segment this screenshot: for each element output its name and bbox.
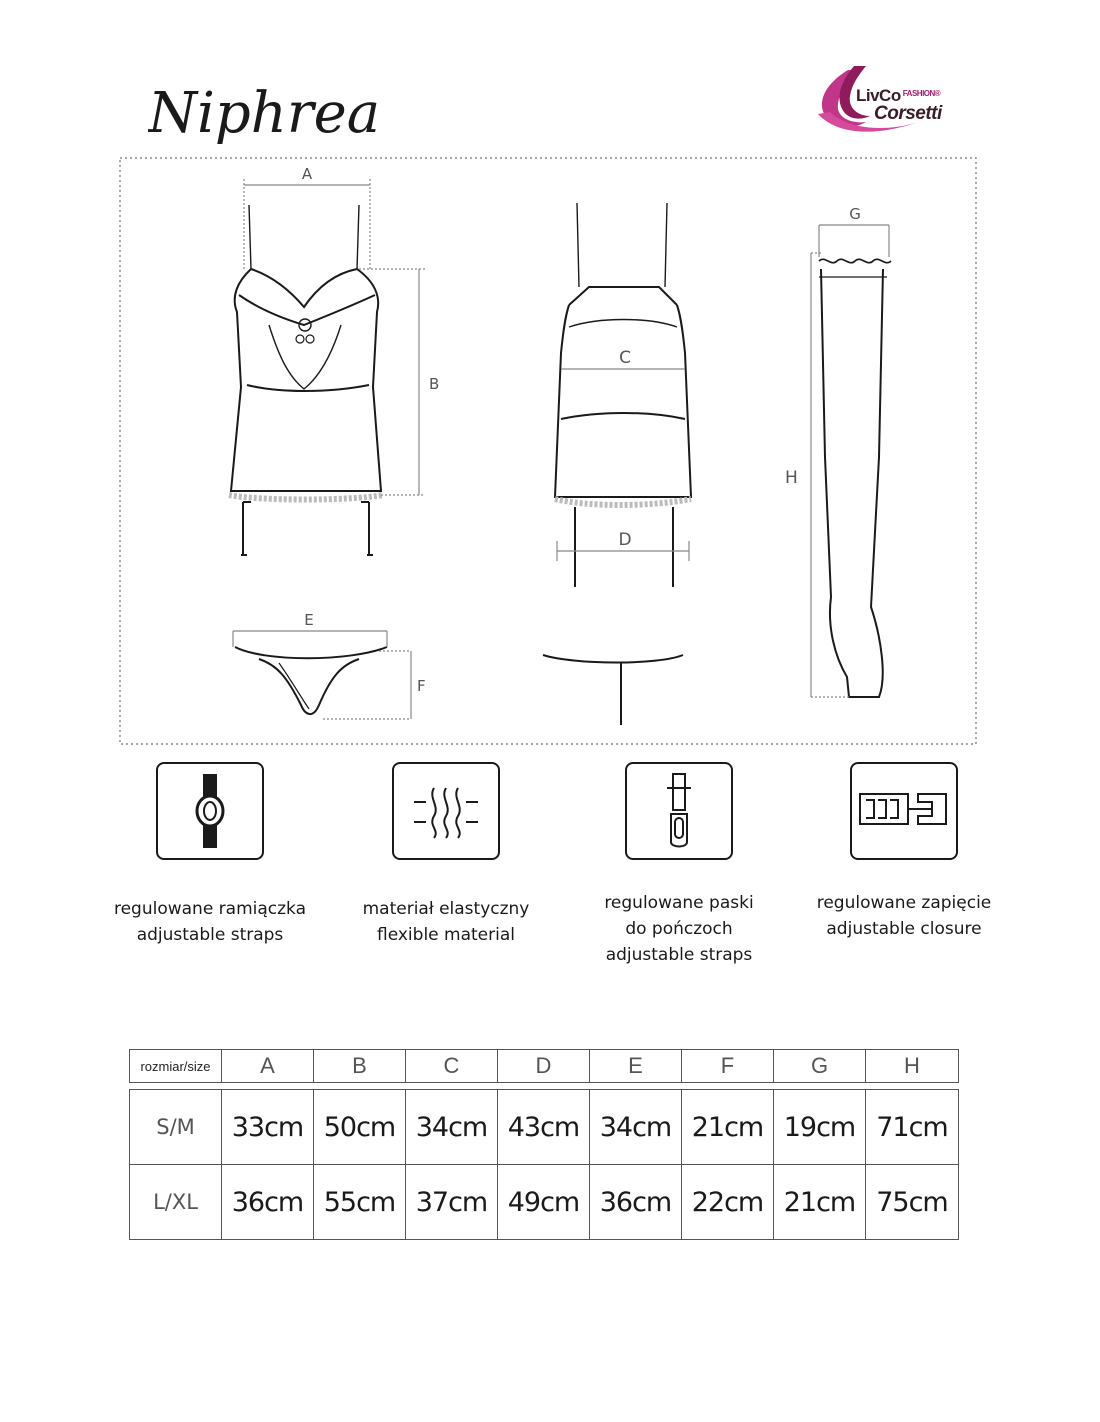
feature-caption-line3: adjustable straps	[605, 945, 753, 965]
feature-caption-line1: regulowane paski	[604, 893, 754, 913]
thong-front-drawing	[235, 647, 387, 714]
table-row	[130, 1090, 959, 1165]
dimension-b	[359, 269, 425, 495]
dimension-label-d: D	[618, 530, 632, 550]
chemise-front-drawing	[229, 205, 383, 555]
garment-diagram	[119, 157, 977, 745]
table-cell: 34cm	[590, 1090, 682, 1165]
product-title-text: Niphrea	[148, 81, 381, 146]
header-c: C	[406, 1050, 498, 1083]
table-row	[130, 1165, 959, 1240]
table-cell: 37cm	[406, 1165, 498, 1240]
stocking-drawing	[819, 259, 891, 697]
table-cell: 36cm	[222, 1165, 314, 1240]
header-f: F	[682, 1050, 774, 1083]
feature-caption-line1: materiał elastyczny	[362, 899, 530, 919]
dimension-label-h: H	[785, 468, 798, 488]
table-cell: 19cm	[774, 1090, 866, 1165]
strap-adjuster-icon	[156, 762, 264, 860]
brand-name-line2: Corsetti	[874, 103, 942, 124]
table-cell: 50cm	[314, 1090, 406, 1165]
header-size: rozmiar/size	[130, 1050, 222, 1083]
feature-caption-line1: regulowane zapięcie	[816, 893, 992, 913]
hook-closure-icon	[850, 762, 958, 860]
header-g: G	[774, 1050, 866, 1083]
feature-adjustable-straps	[90, 762, 330, 948]
dimension-label-e: E	[304, 611, 314, 629]
brand-fashion: FASHION®	[902, 89, 941, 98]
header-b: B	[314, 1050, 406, 1083]
header-e: E	[590, 1050, 682, 1083]
feature-caption-line1: regulowane ramiączka	[113, 899, 307, 919]
header-a: A	[222, 1050, 314, 1083]
table-cell: 21cm	[682, 1090, 774, 1165]
dimension-e	[233, 631, 387, 647]
feature-flexible-material	[326, 762, 566, 948]
dimension-label-a: A	[301, 165, 313, 183]
table-cell: 33cm	[222, 1090, 314, 1165]
row-size-label: L/XL	[130, 1165, 222, 1240]
dimension-a	[244, 179, 370, 269]
dimension-label-g: G	[849, 205, 861, 223]
header-d: D	[498, 1050, 590, 1083]
dimension-label-f: F	[417, 677, 426, 695]
table-cell: 22cm	[682, 1165, 774, 1240]
table-cell: 43cm	[498, 1090, 590, 1165]
header-h: H	[866, 1050, 959, 1083]
dimension-label-c: C	[619, 348, 631, 368]
feature-caption-line2: adjustable straps	[136, 925, 284, 945]
feature-caption-line2: adjustable closure	[826, 919, 982, 939]
brand-livco: LivCo	[856, 86, 901, 105]
feature-caption-line2: do pończoch	[625, 919, 733, 939]
dimension-f	[323, 651, 411, 719]
stretch-material-icon	[392, 762, 500, 860]
table-cell: 49cm	[498, 1165, 590, 1240]
dimension-g	[819, 225, 889, 257]
size-table-header	[130, 1050, 959, 1083]
size-table	[129, 1049, 958, 1240]
table-cell: 34cm	[406, 1090, 498, 1165]
dimension-h	[811, 253, 849, 697]
table-cell: 55cm	[314, 1165, 406, 1240]
table-cell: 71cm	[866, 1090, 959, 1165]
table-cell: 75cm	[866, 1165, 959, 1240]
dimension-label-b: B	[429, 375, 440, 393]
thong-back-drawing	[543, 655, 683, 725]
table-spacer	[130, 1083, 959, 1090]
table-cell: 21cm	[774, 1165, 866, 1240]
garter-clip-icon	[625, 762, 733, 860]
table-cell: 36cm	[590, 1165, 682, 1240]
feature-caption-line2: flexible material	[377, 925, 515, 945]
feature-garter-straps	[559, 762, 799, 968]
row-size-label: S/M	[130, 1090, 222, 1165]
feature-adjustable-closure	[784, 762, 1024, 942]
product-title	[148, 70, 388, 160]
